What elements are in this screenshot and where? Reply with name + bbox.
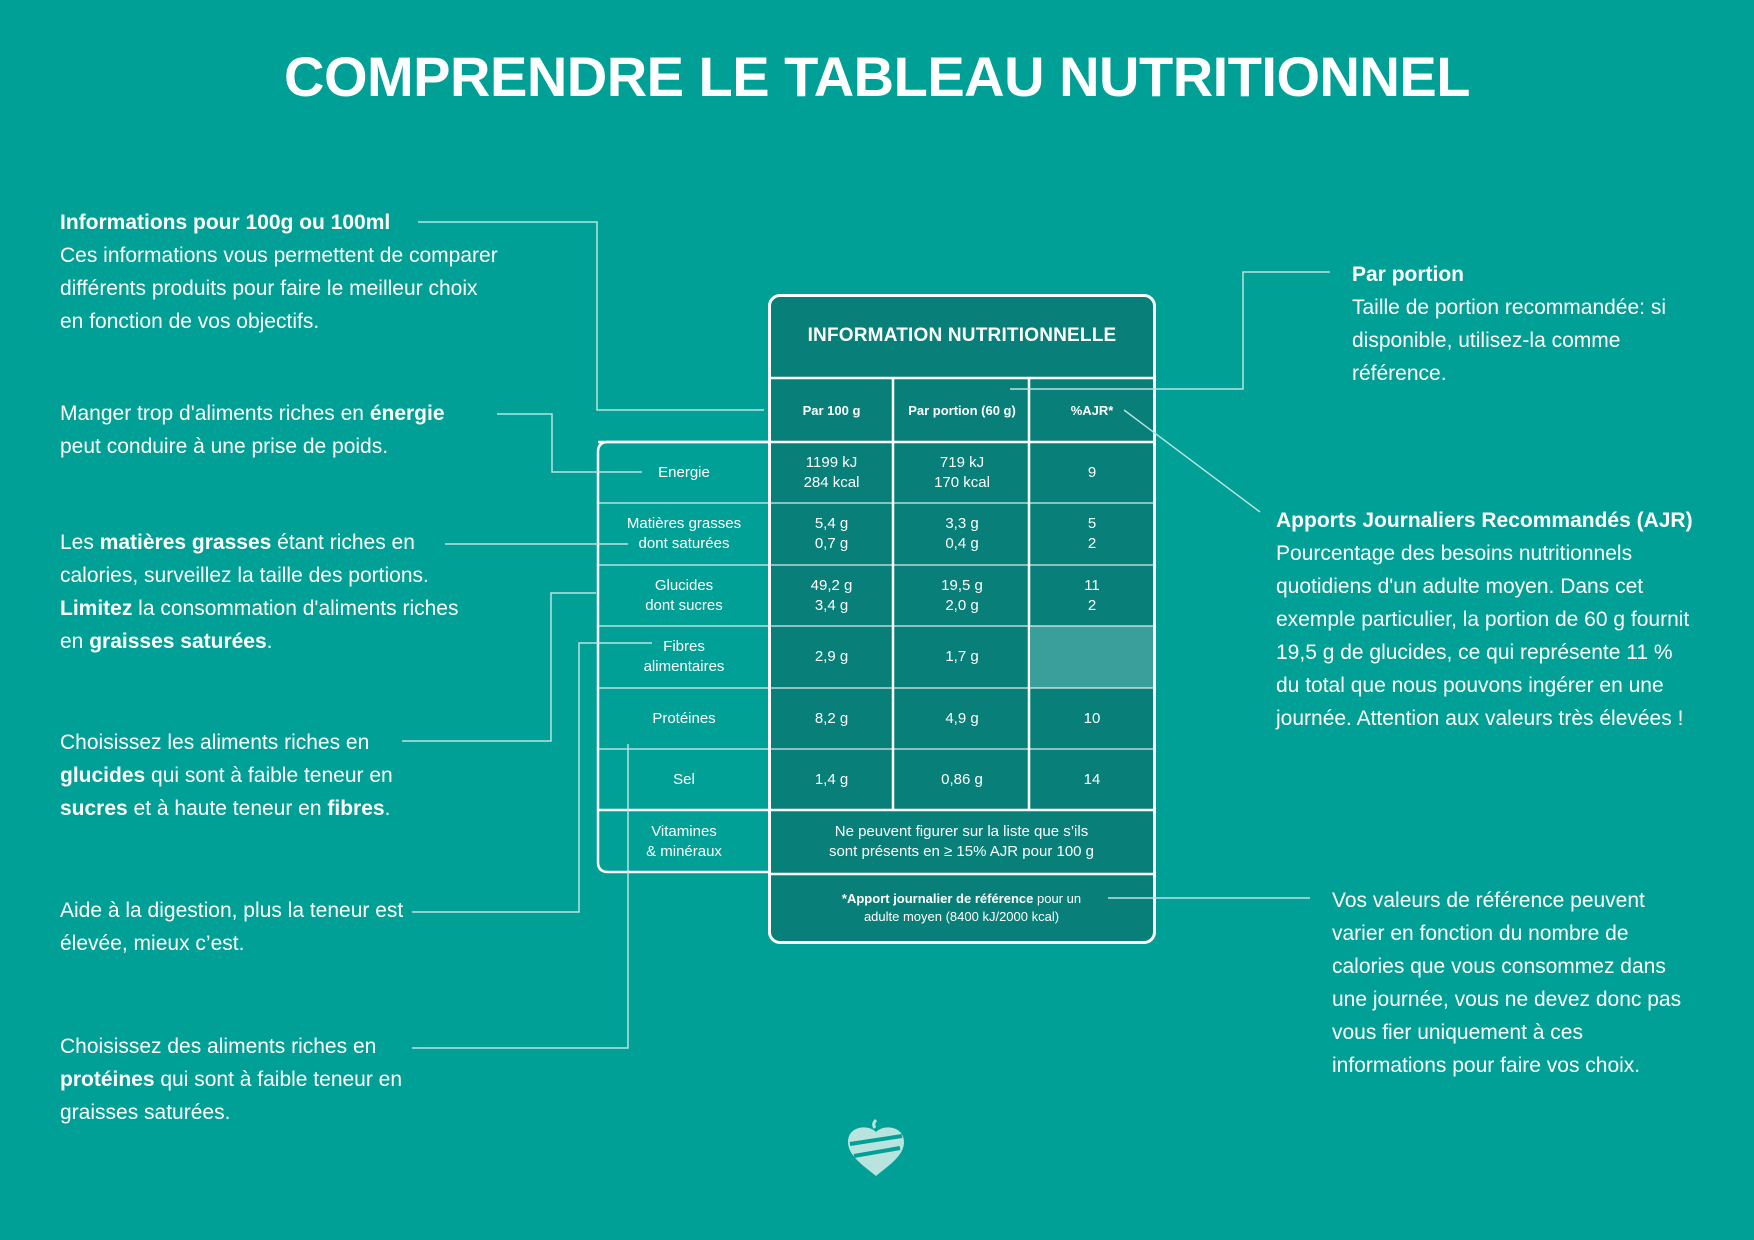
table-footnote — [770, 876, 1153, 940]
note-par-portion — [1352, 258, 1692, 390]
note-glucides-bold-2: sucres — [60, 797, 128, 820]
cell-fibres-portion: 1,7 g — [945, 648, 979, 665]
note-graisses-text-3: la consommation d'aliments riches en — [60, 597, 459, 653]
table-footnote-rest: pour un — [1033, 891, 1082, 906]
cell-sel-ajr: 14 — [1083, 770, 1101, 788]
note-graisses-text-2: étant riches en calories, surveillez la taille des portions. — [60, 531, 429, 587]
note-energie-bold: énergie — [369, 402, 445, 425]
note-energie — [60, 397, 490, 463]
cell-proteines-ajr: 10 — [1083, 709, 1101, 727]
note-reference-text: Vos valeurs de référence peuvent varier en fonction du nombre de calories que vous consommez dans une journée, vous ne devez donc pas vous fier uniquement à ces informations pour faire vos choix. — [1332, 889, 1682, 1077]
cell-sel-100g: 1,4 g — [814, 770, 849, 788]
note-digestion — [60, 894, 430, 960]
cell-energie-ajr: 9 — [1087, 463, 1097, 481]
panel-title: INFORMATION NUTRITIONNELLE — [807, 325, 1117, 346]
cell-energie-portion: 719 kJ 170 kcal — [934, 453, 990, 491]
cell-vitamines-text: Ne peuvent figurer sur la liste que s’ils sont présents en ≥ 15% AJR pour 100 g — [828, 823, 1095, 860]
note-proteines — [60, 1030, 420, 1129]
note-graisses — [60, 526, 480, 658]
note-ajr-heading: Apports Journaliers Recommandés (AJR) — [1276, 509, 1693, 532]
page-title: COMPRENDRE LE TABLEAU NUTRITIONNEL — [284, 45, 1470, 108]
note-glucides-text-3: et à haute teneur en — [127, 797, 328, 820]
cell-matieres-grasses-ajr: 5 2 — [1087, 515, 1097, 552]
table-footnote-bold: *Apport journalier de référence — [841, 891, 1034, 906]
note-energie-text: Manger trop d'aliments riches en — [60, 402, 370, 425]
header-ajr: %AJR* — [1070, 403, 1114, 418]
note-info-100g — [60, 206, 500, 338]
cell-proteines-100g: 8,2 g — [814, 709, 849, 727]
note-proteines-bold: protéines — [60, 1068, 155, 1091]
note-glucides-bold-3: fibres — [327, 797, 385, 820]
note-ajr-text: Pourcentage des besoins nutritionnels quotidiens d'un adulte moyen. Dans cet exemple particulier, la portion de 60 g fournit 19,5 g de glucides, ce qui représente 11 % du total que nous pouvons ingérer en une journée. Attention aux valeurs très élevées ! — [1276, 542, 1690, 730]
note-glucides-text-4: . — [384, 797, 391, 820]
note-par-portion-heading: Par portion — [1352, 263, 1465, 286]
row-label-vitamines: Vitamines & minéraux — [646, 823, 722, 860]
note-graisses-bold-2: Limitez — [60, 597, 133, 620]
row-label-sel: Sel — [673, 770, 695, 788]
note-graisses-text-4: . — [266, 630, 273, 653]
note-graisses-bold-1: matières grasses — [99, 531, 272, 554]
cell-glucides-portion: 19,5 g 2,0 g — [941, 576, 983, 614]
cell-glucides-100g: 49,2 g 3,4 g — [810, 576, 853, 614]
note-glucides — [60, 726, 460, 825]
note-proteines-text-1: Choisissez des aliments riches en — [60, 1035, 377, 1058]
table-footnote-line1 — [842, 890, 1081, 908]
heart-leaf-logo-icon — [842, 1114, 910, 1182]
row-label-proteines: Protéines — [652, 709, 716, 727]
row-label-matieres-grasses: Matières grasses dont saturées — [626, 515, 742, 552]
note-info-100g-heading: Informations pour 100g ou 100ml — [60, 211, 391, 234]
note-ajr — [1276, 504, 1696, 735]
note-graisses-bold-3: graisses saturées — [89, 630, 267, 653]
cell-fibres-100g: 2,9 g — [814, 648, 849, 665]
cell-glucides-ajr: 11 2 — [1084, 576, 1100, 614]
note-energie-text-end: peut conduire à une prise de poids. — [60, 435, 389, 458]
note-reference — [1332, 884, 1702, 1082]
row-label-energie: Energie — [658, 463, 710, 481]
note-proteines-text-2: qui sont à faible teneur en graisses saturées. — [60, 1068, 403, 1124]
table-footnote-line2: adulte moyen (8400 kJ/2000 kcal) — [863, 909, 1060, 924]
cell-matieres-grasses-portion: 3,3 g 0,4 g — [945, 515, 979, 552]
note-par-portion-text: Taille de portion recommandée: si disponible, utilisez-la comme référence. — [1352, 296, 1666, 385]
note-glucides-text-2: qui sont à faible teneur en — [145, 764, 393, 787]
header-per-100g: Par 100 g — [802, 403, 861, 418]
header-per-portion: Par portion (60 g) — [908, 403, 1016, 418]
row-label-glucides: Glucides dont sucres — [645, 576, 723, 614]
row-label-fibres: Fibres alimentaires — [643, 638, 725, 675]
note-digestion-text: Aide à la digestion, plus la teneur est élevée, mieux c’est. — [60, 899, 404, 955]
cell-sel-portion: 0,86 g — [941, 770, 983, 788]
cell-matieres-grasses-100g: 5,4 g 0,7 g — [814, 515, 849, 552]
note-graisses-text-1: Les — [60, 531, 100, 554]
cell-proteines-portion: 4,9 g — [945, 709, 979, 727]
note-info-100g-text: Ces informations vous permettent de comparer différents produits pour faire le meilleur choix en fonction de vos objectifs. — [60, 244, 498, 333]
cell-energie-100g: 1199 kJ 284 kcal — [803, 453, 860, 491]
note-glucides-text-1: Choisissez les aliments riches en — [60, 731, 370, 754]
note-glucides-bold-1: glucides — [60, 764, 146, 787]
cell-fibres-ajr — [1031, 626, 1153, 688]
